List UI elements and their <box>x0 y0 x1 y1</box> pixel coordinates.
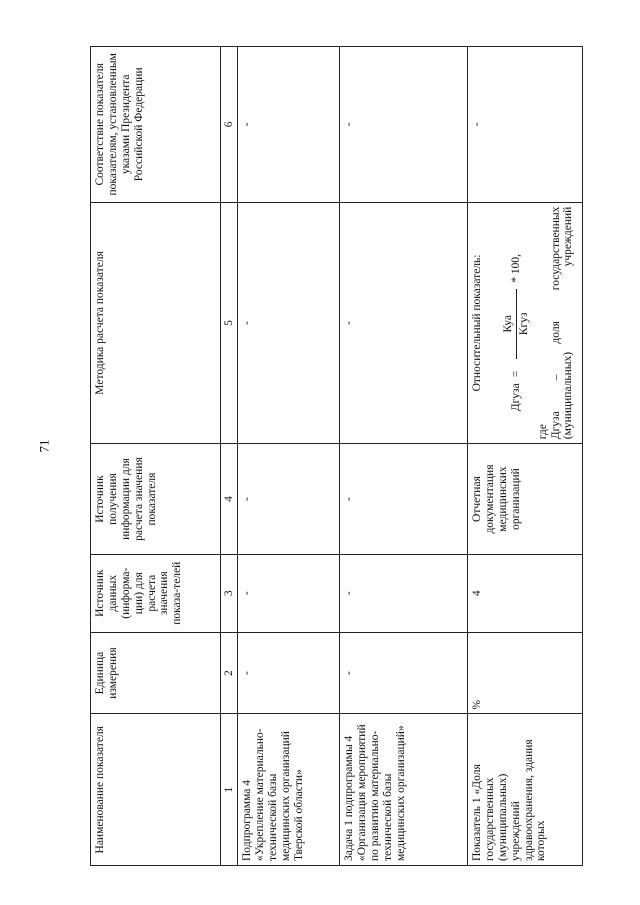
formula-fraction <box>502 289 531 359</box>
table-row <box>468 47 583 866</box>
table-row <box>238 47 340 866</box>
row-name: Показатель 1 «Доля государственных (муниципальных) учреждений здравоохранения, здания которых <box>468 714 583 866</box>
formula-lhs: Дгуза <box>509 383 522 412</box>
row-data-source: - <box>238 554 340 632</box>
indicator-table <box>90 46 583 866</box>
formula-numerator: Куа <box>501 315 514 333</box>
col-number: 2 <box>221 632 238 714</box>
formula-where: где <box>536 424 549 440</box>
row-method: - <box>340 202 468 444</box>
formula-eq: = <box>509 370 522 378</box>
header-unit: Единица измерения <box>91 632 221 714</box>
row-info-source: Отчетная документация медицинских организаций <box>468 444 583 555</box>
row-method <box>468 202 583 444</box>
header-data-source: Источник данных (информа-ции) для расчета значения показа-телей <box>91 554 221 632</box>
table-frame <box>90 46 583 866</box>
rotated-table-container <box>90 46 583 866</box>
page-number: 71 <box>36 439 52 453</box>
col-number: 4 <box>221 444 238 555</box>
row-method: - <box>238 202 340 444</box>
row-name: Задача 1 подпрограммы 4 «Организация мероприятий по развитию материально-технической базы медицинских организаций» <box>340 714 468 866</box>
row-info-source: - <box>238 444 340 555</box>
table-row <box>340 47 468 866</box>
header-compliance: Соответствие показателя показателям, установленным указами Президента Российской Федерации <box>91 47 221 203</box>
formula-denominator: Кгуз <box>517 312 530 336</box>
row-compliance: - <box>468 47 583 203</box>
fraction-bar <box>516 289 517 359</box>
row-data-source: - <box>340 554 468 632</box>
formula-tail: * 100, <box>509 254 522 283</box>
row-unit: - <box>340 632 468 714</box>
row-name: Подпрограмма 4 «Укрепление материально-технической базы медицинских организаций Тверской области» <box>238 714 340 866</box>
row-compliance: - <box>238 47 340 203</box>
header-row <box>91 47 221 866</box>
header-info-source: Источник получения информации для расчета значения показателя <box>91 444 221 555</box>
col-number: 5 <box>221 202 238 444</box>
formula <box>502 207 531 412</box>
col-number: 1 <box>221 714 238 866</box>
column-number-row <box>221 47 238 866</box>
row-unit: - <box>238 632 340 714</box>
row-info-source: - <box>340 444 468 555</box>
formula-definition-1: Дгуза – доля государственных <box>549 206 562 440</box>
row-data-source: 4 <box>468 554 583 632</box>
row-compliance: - <box>340 47 468 203</box>
col-number: 3 <box>221 554 238 632</box>
col-number: 6 <box>221 47 238 203</box>
method-intro: Относительный показатель: <box>471 254 483 392</box>
header-method: Методика расчета показателя <box>91 202 221 444</box>
formula-definition-2: (муниципальных) учреждений <box>562 206 575 440</box>
row-unit: % <box>468 632 583 714</box>
header-name: Наименование показателя <box>91 714 221 866</box>
